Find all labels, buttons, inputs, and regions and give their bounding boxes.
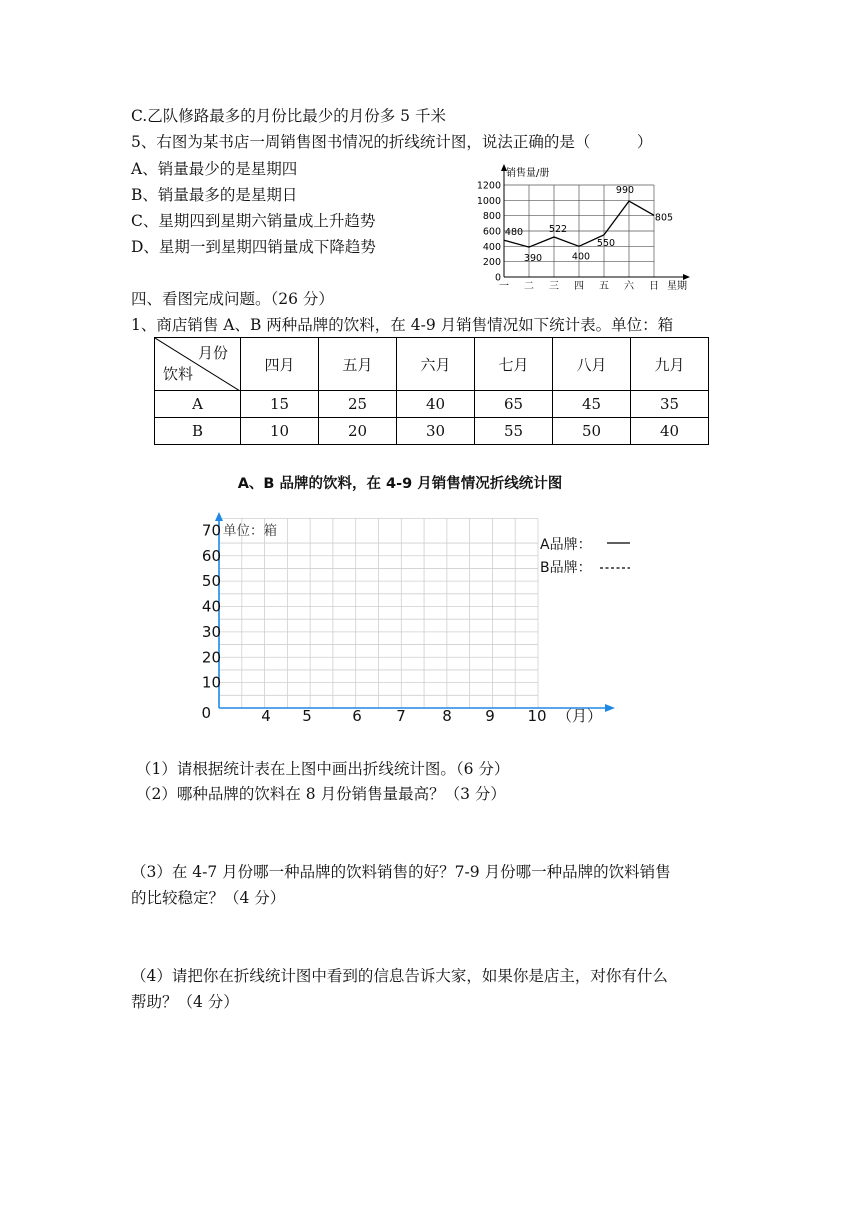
y-tick-label: 0 xyxy=(201,704,211,722)
mini-x-arrow xyxy=(683,274,690,280)
legend-b-label: B品牌： xyxy=(540,560,592,576)
q1-part3-line2: 的比较稳定？（4 分） xyxy=(131,889,286,907)
table-cell: 25 xyxy=(319,391,397,418)
brand-name: B xyxy=(155,418,241,445)
q1-part2: （2）哪种品牌的饮料在 8 月份销售量最高？（3 分） xyxy=(136,785,506,803)
month-header: 七月 xyxy=(475,338,553,391)
table-corner-cell xyxy=(155,338,241,391)
corner-month-label: 月份 xyxy=(197,344,228,362)
x-tick-label: 7 xyxy=(396,707,406,725)
table-cell: 35 xyxy=(631,391,709,418)
table-cell: 40 xyxy=(397,391,475,418)
y-tick-label: 60 xyxy=(201,546,221,565)
table-cell: 50 xyxy=(553,418,631,445)
y-tick-label: 50 xyxy=(201,572,221,591)
q1-part4-line2: 帮助？（4 分） xyxy=(131,993,239,1011)
y-tick-label: 30 xyxy=(201,622,221,641)
table-cell: 65 xyxy=(475,391,553,418)
y-axis-arrow xyxy=(215,512,223,521)
prev-option-c: C.乙队修路最多的月份比最少的月份多 5 千米 xyxy=(131,107,446,125)
sales-table xyxy=(154,337,709,445)
x-tick-label: 4 xyxy=(261,707,271,725)
table-cell: 45 xyxy=(553,391,631,418)
mini-y-tick: 600 xyxy=(482,226,501,238)
x-tick-label: 5 xyxy=(302,707,312,725)
mini-y-tick: 1000 xyxy=(476,195,501,207)
mini-x-tick: 五 xyxy=(599,281,609,292)
chart-title: A、B 品牌的饮料，在 4-9 月销售情况折线统计图 xyxy=(237,476,563,492)
mini-x-tick: 二 xyxy=(524,281,534,292)
mini-x-tick: 六 xyxy=(624,281,634,292)
table-cell: 40 xyxy=(631,418,709,445)
y-tick-label: 40 xyxy=(201,597,221,616)
mini-data-label: 400 xyxy=(571,251,591,263)
blank-line-chart xyxy=(190,508,630,730)
mini-y-tick: 400 xyxy=(482,241,501,253)
mini-data-label: 522 xyxy=(548,223,568,235)
mini-x-tick: 日 xyxy=(649,281,659,292)
x-axis-arrow xyxy=(605,704,615,712)
month-header: 四月 xyxy=(241,338,319,391)
y-tick-label: 10 xyxy=(201,673,221,692)
mini-data-label: 480 xyxy=(504,227,524,239)
mini-ylabel: 销售量/册 xyxy=(506,168,550,179)
x-unit: （月） xyxy=(557,707,603,725)
table-cell: 10 xyxy=(241,418,319,445)
mini-y-tick: 1200 xyxy=(476,180,501,192)
weekly-sales-chart xyxy=(460,160,700,292)
x-tick-label: 10 xyxy=(527,707,547,725)
table-cell: 15 xyxy=(241,391,319,418)
mini-y-tick: 200 xyxy=(482,257,501,269)
mini-y-tick: 0 xyxy=(494,272,501,284)
table-cell: 55 xyxy=(475,418,553,445)
y-tick-label: 20 xyxy=(201,648,221,667)
month-header: 五月 xyxy=(319,338,397,391)
q1-intro: 1、商店销售 A、B 两种品牌的饮料，在 4-9 月销售情况如下统计表。单位：箱 xyxy=(131,316,674,334)
month-header: 六月 xyxy=(397,338,475,391)
table-cell: 20 xyxy=(319,418,397,445)
legend-a-label: A品牌： xyxy=(540,537,592,553)
mini-data-label: 390 xyxy=(523,253,543,265)
mini-x-tick: 四 xyxy=(574,281,584,292)
q1-part3-line1: （3）在 4-7 月份哪一种品牌的饮料销售的好？7-9 月份哪一种品牌的饮料销售 xyxy=(131,863,671,881)
section4-title: 四、看图完成问题。（26 分） xyxy=(131,290,334,308)
y-tick-label: 70 xyxy=(201,521,221,540)
table-row xyxy=(155,391,709,418)
x-tick-label: 9 xyxy=(485,707,495,725)
mini-y-tick: 800 xyxy=(482,211,501,223)
q1-part1: （1）请根据统计表在上图中画出折线统计图。（6 分） xyxy=(136,760,510,778)
corner-drink-label: 饮料 xyxy=(163,365,194,383)
brand-name: A xyxy=(155,391,241,418)
q5-option-c: C、星期四到星期六销量成上升趋势 xyxy=(131,212,376,230)
mini-data-label: 805 xyxy=(654,212,674,224)
table-cell: 30 xyxy=(397,418,475,445)
month-header: 八月 xyxy=(553,338,631,391)
month-header: 九月 xyxy=(631,338,709,391)
q1-part4-line1: （4）请把你在折线统计图中看到的信息告诉大家，如果你是店主，对你有什么 xyxy=(131,967,668,985)
mini-data-label: 990 xyxy=(615,185,635,197)
q5-option-a: A、销量最少的是星期四 xyxy=(131,160,298,178)
x-tick-label: 6 xyxy=(352,707,362,725)
mini-x-tick: 一 xyxy=(499,281,509,292)
table-row xyxy=(155,418,709,445)
q5-stem: 5、右图为某书店一周销售图书情况的折线统计图，说法正确的是（ ） xyxy=(131,133,653,151)
chart-unit: 单位：箱 xyxy=(223,523,277,539)
q5-option-d: D、星期一到星期四销量成下降趋势 xyxy=(131,238,376,256)
q5-option-b: B、销量最多的是星期日 xyxy=(131,186,298,204)
mini-x-tick: 三 xyxy=(549,281,559,292)
x-tick-label: 8 xyxy=(442,707,452,725)
mini-data-label: 550 xyxy=(596,237,616,249)
mini-xlabel: 星期 xyxy=(667,281,687,292)
